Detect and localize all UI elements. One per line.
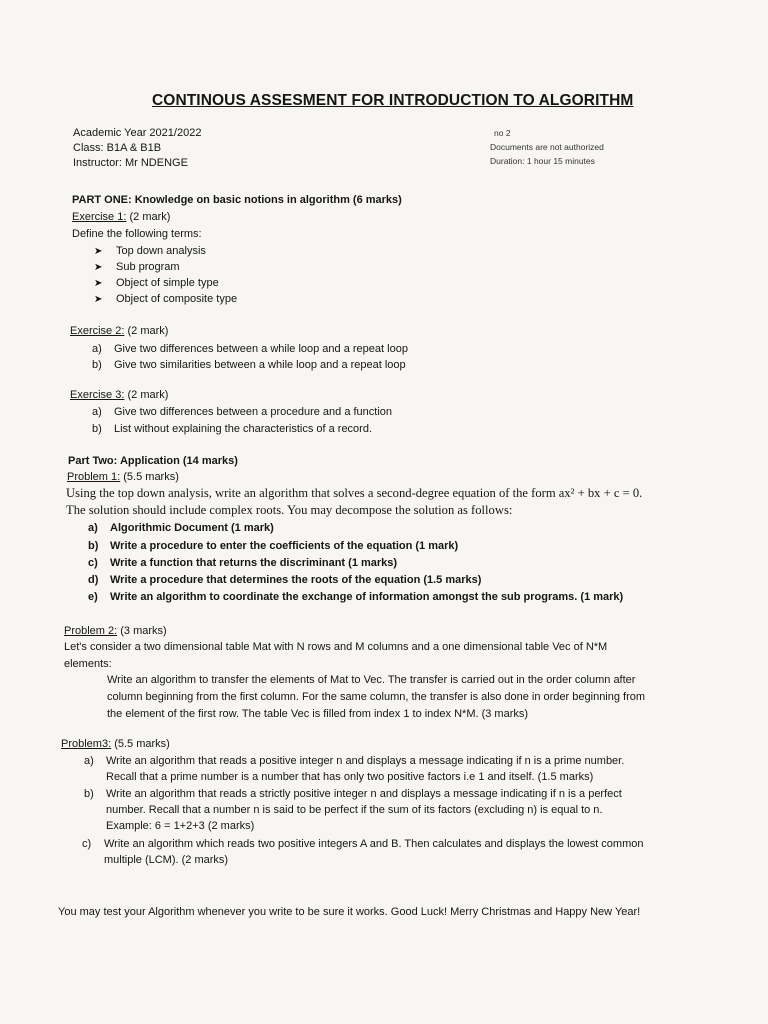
problem-3-item-b-cont: number. Recall that a number n is said to be perfect if the sum of its factors (excluding n) is equal to n. <box>106 804 603 816</box>
exercise-3-heading <box>70 389 168 401</box>
exercise-1-marks: (2 mark) <box>129 211 171 223</box>
arrow-bullet-icon: ➤ <box>94 294 103 305</box>
footer-note: You may test your Algorithm whenever you write to be sure it works. Good Luck! Merry Christmas and Happy New Year! <box>58 906 641 918</box>
problem-1-item: d) Write a procedure that determines the roots of the equation (1.5 marks) <box>88 574 482 586</box>
problem-3-item-c-cont: multiple (LCM). (2 marks) <box>104 854 229 866</box>
problem-3-heading <box>61 738 170 750</box>
term-item: ➤ Sub program <box>94 261 180 273</box>
arrow-bullet-icon: ➤ <box>94 262 103 273</box>
problem-3-title: Problem3: <box>61 738 112 750</box>
problem-2-title: Problem 2: <box>64 625 118 637</box>
problem-3-item-a: a) Write an algorithm that reads a positive integer n and displays a message indicating if n is a prime number. <box>84 755 625 767</box>
exercise-1-heading <box>72 211 170 223</box>
arrow-bullet-icon: ➤ <box>94 278 103 289</box>
problem-1-title: Problem 1: <box>67 471 121 483</box>
exercise-2-item: a) Give two differences between a while loop and a repeat loop <box>92 343 408 355</box>
exercise-2-item: b) Give two similarities between a while loop and a repeat loop <box>92 359 406 371</box>
exercise-3-item: a) Give two differences between a procedure and a function <box>92 406 393 418</box>
problem-1-marks: (5.5 marks) <box>123 471 179 483</box>
problem-3-item-c: c) Write an algorithm which reads two positive integers A and B. Then calculates and displays the lowest common <box>82 838 644 850</box>
exercise-2-title: Exercise 2: <box>70 325 125 337</box>
academic-year: Academic Year 2021/2022 <box>73 127 202 139</box>
problem-1-item: e) Write an algorithm to coordinate the exchange of information amongst the sub programs. (1 mark) <box>88 591 624 603</box>
problem-3-item-b-example: Example: 6 = 1+2+3 (2 marks) <box>106 820 255 832</box>
part-one-heading: PART ONE: Knowledge on basic notions in algorithm (6 marks) <box>72 194 402 206</box>
exercise-2-heading <box>70 325 168 337</box>
problem-1-item: c) Write a function that returns the discriminant (1 marks) <box>88 557 398 569</box>
instructor: Instructor: Mr NDENGE <box>73 157 188 169</box>
exercise-3-item: b) List without explaining the characteristics of a record. <box>92 423 373 435</box>
problem-1-item: b) Write a procedure to enter the coefficients of the equation (1 mark) <box>88 540 459 552</box>
class-info: Class: B1A & B1B <box>73 142 162 154</box>
documents-note: Documents are not authorized <box>490 142 604 152</box>
problem-1-heading <box>67 471 179 483</box>
duration: Duration: 1 hour 15 minutes <box>490 156 595 166</box>
exercise-1-title: Exercise 1: <box>72 211 127 223</box>
problem-3-item-a-cont: Recall that a prime number is a number that has only two positive factors i.e 1 and itself. (1.5 marks) <box>106 771 594 783</box>
problem-2-heading <box>64 625 167 637</box>
arrow-bullet-icon: ➤ <box>94 246 103 257</box>
problem-1-instructions: The solution should include complex roots. You may decompose the solution as follows: <box>66 503 513 517</box>
header-info-left <box>73 126 201 171</box>
term-item: ➤ Object of simple type <box>94 277 219 289</box>
problem-3-item-b: b) Write an algorithm that reads a strictly positive integer n and displays a message indicating if n is a perfect <box>84 788 622 800</box>
problem-2-marks: (3 marks) <box>120 625 167 637</box>
document-title: CONTINOUS ASSESMENT FOR INTRODUCTION TO ALGORITHM <box>152 92 634 109</box>
exercise-3-marks: (2 mark) <box>127 389 169 401</box>
problem-1-statement: Using the top down analysis, write an algorithm that solves a second-degree equation of the form ax² + bx + c = 0. <box>66 486 643 500</box>
exercise-2-marks: (2 mark) <box>127 325 169 337</box>
problem-2-statement-cont: elements: <box>64 658 112 670</box>
part-two-heading: Part Two: Application (14 marks) <box>68 455 238 467</box>
sheet-number: no 2 <box>494 128 511 138</box>
problem-3-marks: (5.5 marks) <box>114 738 170 750</box>
term-item: ➤ Object of composite type <box>94 293 238 305</box>
exercise-1-intro: Define the following terms: <box>72 228 202 240</box>
exercise-3-title: Exercise 3: <box>70 389 125 401</box>
header-info-right <box>490 126 604 168</box>
term-item: ➤ Top down analysis <box>94 245 206 257</box>
problem-1-item: a) Algorithmic Document (1 mark) <box>88 522 274 534</box>
problem-2-task: Write an algorithm to transfer the elements of Mat to Vec. The transfer is carried out in the order column after column beginning from the first column. For the same column, the transfer is also done in order beginning from the element of the first row. The table Vec is filled from index 1 to index N*M. (3 marks) <box>107 674 646 720</box>
problem-2-statement: Let's consider a two dimensional table Mat with N rows and M columns and a one dimensional table Vec of N*M <box>64 641 608 653</box>
